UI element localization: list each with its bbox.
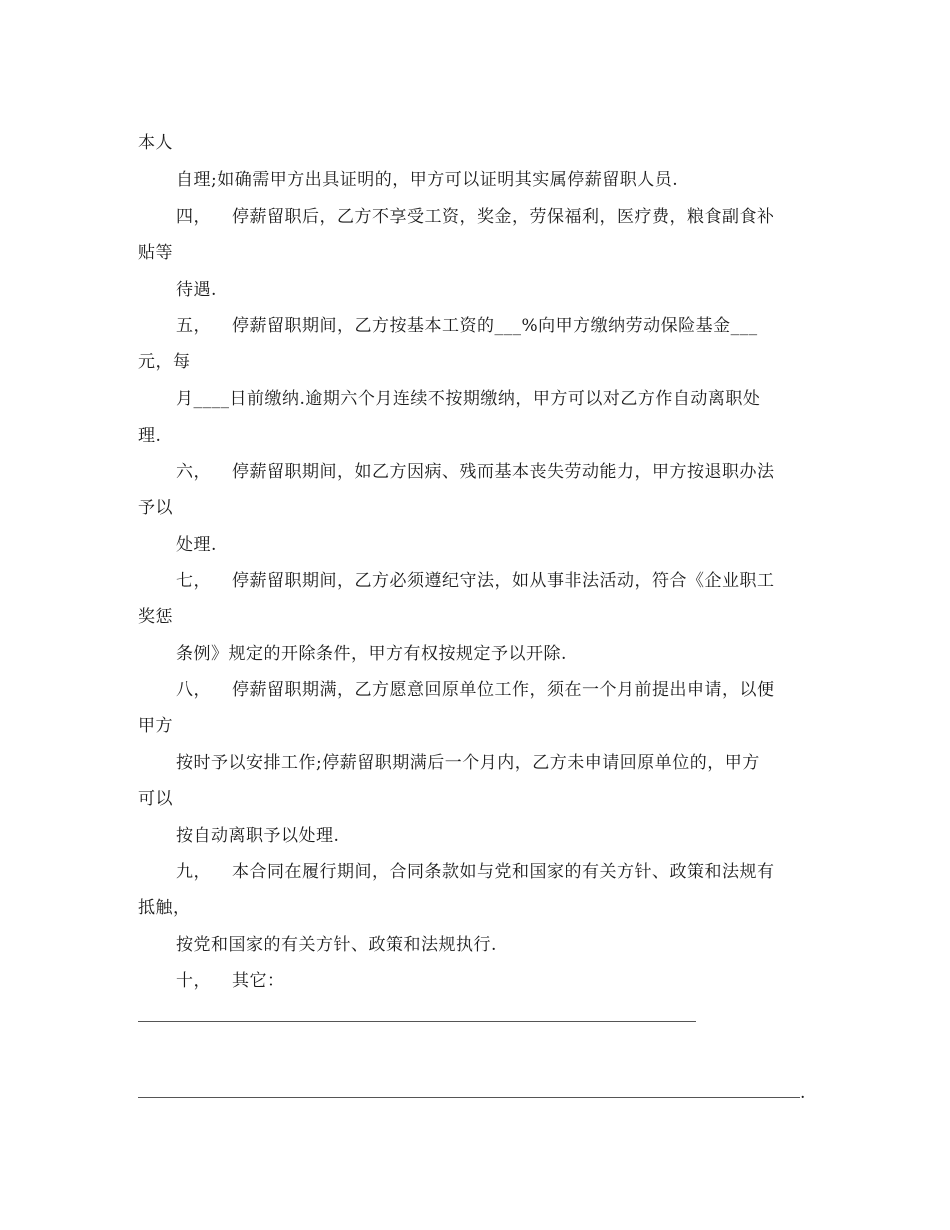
clause-six xyxy=(176,461,775,483)
text-line: 奖惩 xyxy=(138,607,173,627)
text-line: 理. xyxy=(138,426,162,446)
text-line: 本人 xyxy=(138,133,173,153)
clause-text: 停薪留职期间，乙方按基本工资的___%向甲方缴纳劳动保险基金___ xyxy=(232,316,758,336)
text-line: 按自动离职予以处理. xyxy=(176,826,340,846)
clause-number: 四， xyxy=(176,207,211,227)
clause-number: 六， xyxy=(176,462,211,482)
text-line: 按时予以安排工作;停薪留职期满后一个月内，乙方未申请回原单位的，甲方 xyxy=(176,753,760,773)
end-period: . xyxy=(800,1083,806,1103)
text-line: 自理;如确需甲方出具证明的，甲方可以证明其实属停薪留职人员. xyxy=(176,170,679,190)
text-line: 月____日前缴纳.逾期六个月连续不按期缴纳，甲方可以对乙方作自动离职处 xyxy=(176,389,761,409)
clause-text: 停薪留职期满，乙方愿意回原单位工作，须在一个月前提出申请，以便 xyxy=(232,680,775,700)
text-line: 元，每 xyxy=(138,352,191,372)
clause-text: 本合同在履行期间，合同条款如与党和国家的有关方针、政策和法规有 xyxy=(232,862,775,882)
clause-number: 九， xyxy=(176,862,211,882)
clause-number: 八， xyxy=(176,680,211,700)
clause-nine xyxy=(176,861,775,883)
clause-text: 停薪留职期间，如乙方因病、残而基本丧失劳动能力，甲方按退职办法 xyxy=(232,462,775,482)
clause-text: 停薪留职后，乙方不享受工资，奖金，劳保福利，医疗费，粮食副食补 xyxy=(232,207,775,227)
clause-seven xyxy=(176,570,775,592)
text-line: 按党和国家的有关方针、政策和法规执行. xyxy=(176,935,497,955)
clause-five xyxy=(176,315,758,337)
text-line: 待遇. xyxy=(176,280,217,300)
text-line: 可以 xyxy=(138,789,173,809)
fill-in-line xyxy=(138,1097,800,1098)
text-line: 抵触， xyxy=(138,898,191,918)
text-line: 处理. xyxy=(176,535,217,555)
clause-ten xyxy=(176,970,285,992)
clause-text: 停薪留职期间，乙方必须遵纪守法，如从事非法活动，符合《企业职工 xyxy=(232,571,775,591)
text-line: 条例》规定的开除条件，甲方有权按规定予以开除. xyxy=(176,644,567,664)
clause-text: 其它： xyxy=(232,971,285,991)
text-line: 予以 xyxy=(138,498,173,518)
text-line: 甲方 xyxy=(138,716,173,736)
clause-eight xyxy=(176,679,775,701)
clause-number: 七， xyxy=(176,571,211,591)
clause-number: 五， xyxy=(176,316,211,336)
clause-number: 十， xyxy=(176,971,211,991)
fill-in-line xyxy=(138,1021,696,1022)
clause-four xyxy=(176,206,775,228)
text-line: 贴等 xyxy=(138,243,173,263)
